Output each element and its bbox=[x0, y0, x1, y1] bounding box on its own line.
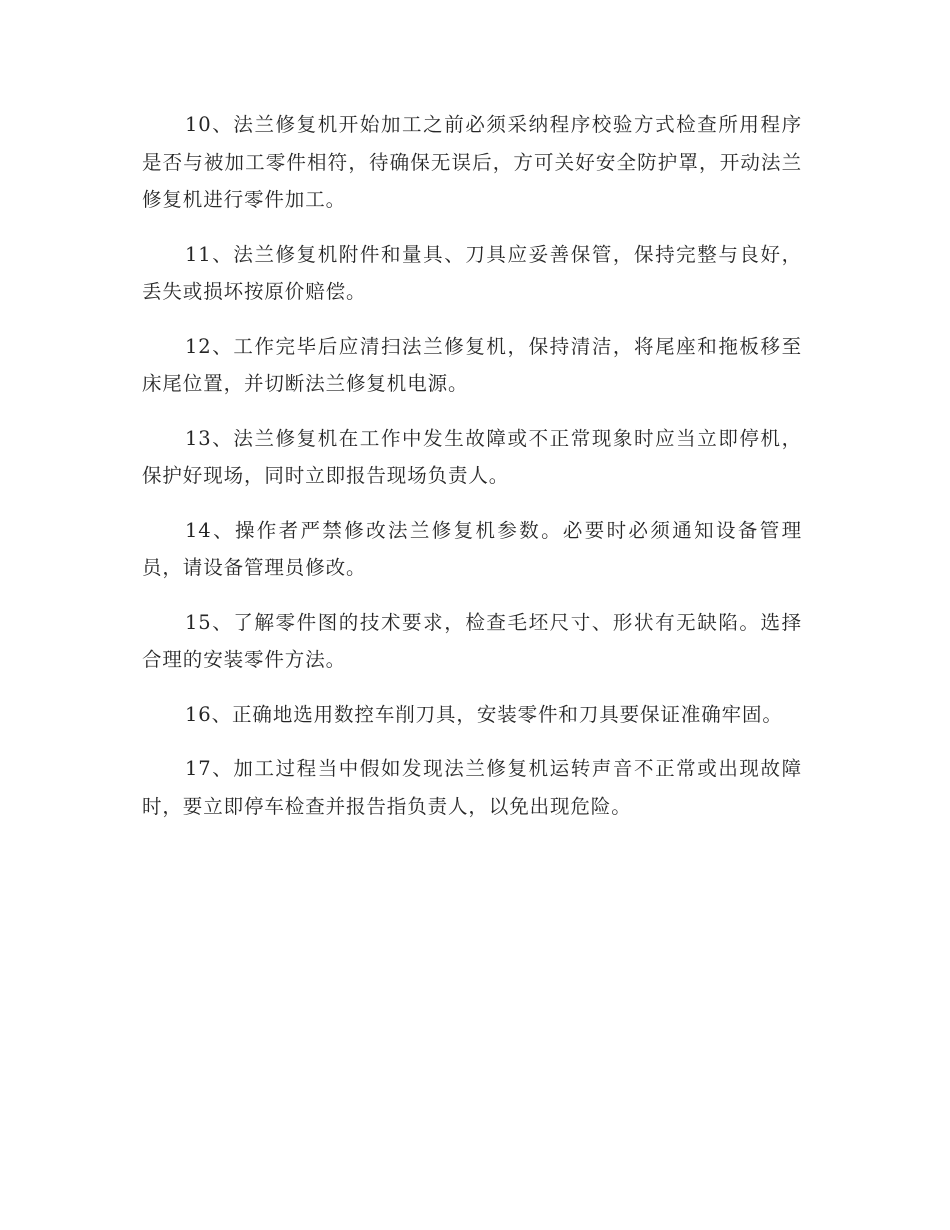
paragraph-15: 15、了解零件图的技术要求，检查毛坯尺寸、形状有无缺陷。选择合理的安装零件方法。 bbox=[142, 610, 802, 671]
paragraph-14: 14、操作者严禁修改法兰修复机参数。必要时必须通知设备管理员，请设备管理员修改。 bbox=[142, 518, 802, 579]
paragraph-12: 12、工作完毕后应清扫法兰修复机，保持清洁，将尾座和拖板移至床尾位置，并切断法兰修复机电源。 bbox=[142, 334, 802, 395]
paragraph-11: 11、法兰修复机附件和量具、刀具应妥善保管，保持完整与良好，丢失或损坏按原价赔偿。 bbox=[142, 242, 802, 303]
paragraph-13: 13、法兰修复机在工作中发生故障或不正常现象时应当立即停机，保护好现场，同时立即报告现场负责人。 bbox=[142, 426, 802, 487]
paragraph-16: 16、正确地选用数控车削刀具，安装零件和刀具要保证准确牢固。 bbox=[185, 702, 783, 726]
paragraph-17: 17、加工过程当中假如发现法兰修复机运转声音不正常或出现故障时，要立即停车检查并报告指负责人，以免出现危险。 bbox=[142, 757, 802, 818]
paragraph-10: 10、法兰修复机开始加工之前必须采纳程序校验方式检查所用程序是否与被加工零件相符，待确保无误后，方可关好安全防护罩，开动法兰修复机进行零件加工。 bbox=[142, 113, 802, 211]
document-body bbox=[142, 106, 802, 842]
